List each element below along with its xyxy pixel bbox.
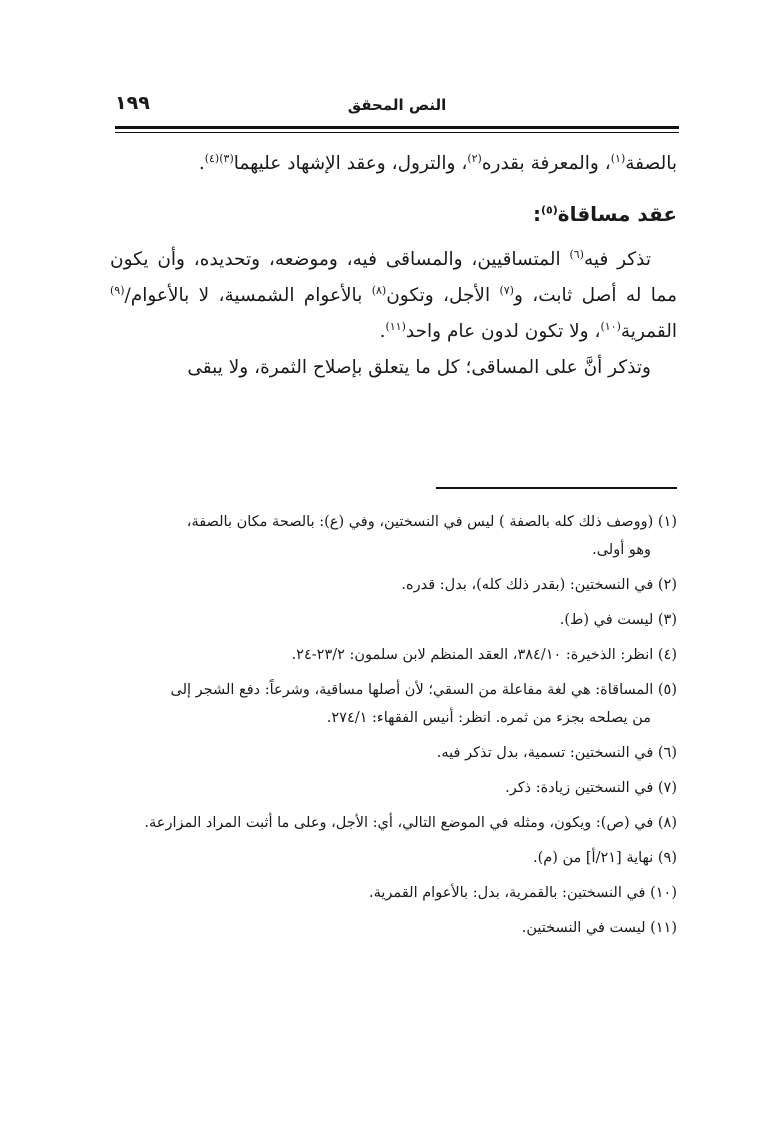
- footnote-10: [104, 879, 677, 907]
- footnote-text: (١٠) في النسختين: بالقمرية، بدل: بالأعوام القمرية.: [369, 885, 677, 901]
- page-number: ١٩٩: [115, 92, 150, 114]
- footnote-9: [104, 844, 677, 872]
- footnote-separator: [436, 487, 677, 489]
- footnote-text: (٩) نهاية [٢١/أ] من (م).: [532, 850, 677, 866]
- footnote-3: [104, 606, 677, 634]
- footnote-text: (٨) في (ص): ويكون، ومثله في الموضع التالي، أي: الأجل، وعلى ما أثبت المراد المزارعة.: [144, 815, 677, 831]
- footnote-text: (١) (ووصف ذلك كله بالصفة ) ليس في النسختين، وفي (ع): بالصحة مكان بالصفة،: [186, 514, 677, 530]
- footnote-text: (٧) في النسختين زيادة: ذكر.: [505, 780, 677, 796]
- footnote-continuation: وهو أولى.: [592, 542, 651, 558]
- footnote-2: [104, 571, 677, 599]
- header-rule-thick: [115, 126, 679, 129]
- footnote-8: [104, 809, 677, 837]
- continuation-line: بالصفة$^{(١)}$، والمعرفة بقدره$^{(٢)}$، والترول، وعقد الإشهاد عليهما$^{(٣)(٤)}$.: [198, 151, 677, 174]
- paragraph-1: تذكر فيه$^{(٦)}$ المتساقيين، والمساقى فيه، وموضعه، وتحديده، وأن يكون مما له أصل ثابت، و$^{(٧)}$ الأجل، وتكون$^{(٨)}$ بالأعوام الشمسية، لا بالأعوام/$^{(٩)}$ القمرية$^{(١٠)}$، ولا تكون لدون عام واحد$^{(١١)}$.: [110, 247, 678, 342]
- footnote-1: [104, 508, 677, 564]
- section-heading: عقد مساقاة$^{(٥)}$:: [532, 202, 677, 226]
- footnote-text: (٥) المساقاة: هي لغة مفاعلة من السقي؛ لأن أصلها مساقية، وشرعاً: دفع الشجر إلى: [170, 682, 677, 698]
- running-header: [115, 92, 679, 122]
- footnote-5: [104, 676, 677, 732]
- footnote-continuation: من يصلحه بجزء من ثمره. انظر: أنيس الفقهاء: ٢٧٤/١.: [326, 710, 651, 726]
- footnotes: [104, 508, 677, 949]
- main-text: [110, 146, 677, 386]
- header-rule-thin: [115, 132, 679, 133]
- footnote-7: [104, 774, 677, 802]
- footnote-text: (٤) انظر: الذخيرة: ٣٨٤/١٠، العقد المنظم لابن سلمون: ٢٣/٢-٢٤.: [291, 647, 677, 663]
- footnote-text: (٦) في النسختين: تسمية، بدل تذكر فيه.: [436, 745, 677, 761]
- footnote-4: [104, 641, 677, 669]
- footnote-6: [104, 739, 677, 767]
- footnote-text: (٢) في النسختين: (بقدر ذلك كله)، بدل: قدره.: [401, 577, 677, 593]
- paragraph-2: وتذكر أنَّ على المساقى؛ كل ما يتعلق بإصلاح الثمرة، ولا يبقى: [187, 357, 651, 378]
- footnote-text: (١١) ليست في النسختين.: [521, 920, 677, 936]
- running-title: النص المحقق: [347, 96, 447, 114]
- footnote-text: (٣) ليست في (ط).: [559, 612, 677, 628]
- footnote-11: [104, 914, 677, 942]
